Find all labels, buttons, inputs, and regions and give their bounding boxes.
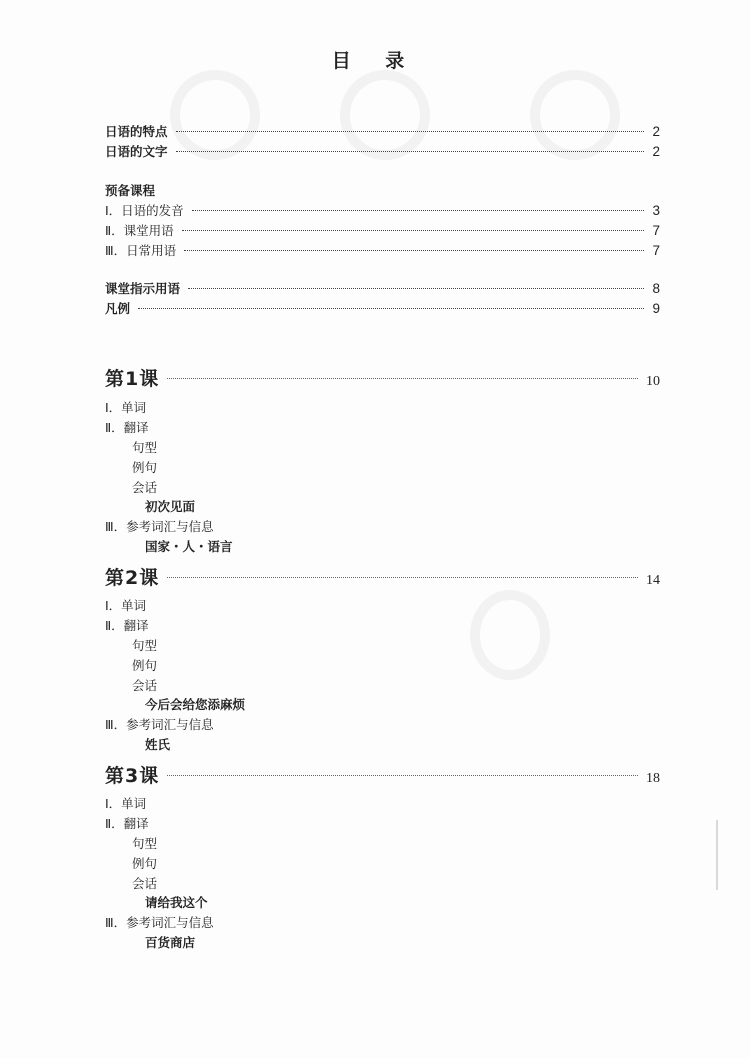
lesson-subitem[interactable]: 句型 bbox=[132, 836, 158, 851]
toc-entry-label: 凡例 bbox=[105, 301, 131, 316]
leader-dots bbox=[167, 378, 638, 379]
toc-entry[interactable] bbox=[105, 222, 660, 240]
lesson-title: 第3课 bbox=[105, 765, 160, 787]
lesson-3-entry[interactable] bbox=[105, 767, 660, 788]
lesson-subitem[interactable]: 例句 bbox=[132, 856, 158, 871]
conversation-title[interactable]: 请给我这个 bbox=[145, 895, 208, 910]
toc-entry-page: 7 bbox=[652, 243, 660, 258]
lesson-item[interactable]: Ⅰ．单词 bbox=[105, 796, 147, 811]
toc-entry-label: 日语的特点 bbox=[105, 124, 168, 139]
toc-entry-label: 课堂指示用语 bbox=[105, 281, 181, 296]
toc-entry-page: 3 bbox=[652, 203, 660, 218]
lesson-item[interactable]: Ⅱ．翻译 bbox=[105, 420, 149, 435]
lesson-item[interactable]: Ⅰ．单词 bbox=[105, 598, 147, 613]
page-edge-shadow bbox=[716, 820, 718, 890]
leader-dots bbox=[167, 775, 638, 776]
lesson-item[interactable]: Ⅲ．参考词汇与信息 bbox=[105, 717, 214, 732]
lesson-subitem[interactable]: 会话 bbox=[132, 678, 158, 693]
leader-dots bbox=[188, 288, 644, 289]
lesson-title: 第1课 bbox=[105, 368, 160, 390]
lesson-subitem[interactable]: 句型 bbox=[132, 638, 158, 653]
lesson-page: 18 bbox=[646, 771, 660, 786]
watermark-face bbox=[470, 590, 550, 680]
toc-entry-page: 2 bbox=[652, 124, 660, 139]
toc-entry-label: Ⅰ．日语的发音 bbox=[105, 203, 184, 218]
toc-entry[interactable] bbox=[105, 202, 660, 220]
lesson-subitem[interactable]: 会话 bbox=[132, 480, 158, 495]
leader-dots bbox=[192, 210, 645, 211]
leader-dots bbox=[138, 308, 644, 309]
conversation-title[interactable]: 今后会给您添麻烦 bbox=[145, 697, 246, 712]
lesson-item[interactable]: Ⅰ．单词 bbox=[105, 400, 147, 415]
lesson-subitem[interactable]: 句型 bbox=[132, 440, 158, 455]
leader-dots bbox=[176, 131, 645, 132]
toc-entry-label: 日语的文字 bbox=[105, 144, 168, 159]
lesson-title: 第2课 bbox=[105, 567, 160, 589]
toc-entry[interactable] bbox=[105, 143, 660, 161]
lesson-item[interactable]: Ⅱ．翻译 bbox=[105, 816, 149, 831]
leader-dots bbox=[167, 577, 638, 578]
lesson-page: 10 bbox=[646, 374, 660, 389]
toc-entry-page: 9 bbox=[652, 301, 660, 316]
lesson-subitem[interactable]: 例句 bbox=[132, 460, 158, 475]
toc-entry[interactable] bbox=[105, 280, 660, 298]
reference-topic[interactable]: 国家・人・语言 bbox=[145, 539, 233, 554]
lesson-subitem[interactable]: 会话 bbox=[132, 876, 158, 891]
conversation-title[interactable]: 初次见面 bbox=[145, 499, 196, 514]
lesson-subitem[interactable]: 例句 bbox=[132, 658, 158, 673]
lesson-1-entry[interactable] bbox=[105, 370, 660, 391]
leader-dots bbox=[182, 230, 645, 231]
toc-entry[interactable] bbox=[105, 300, 660, 318]
reference-topic[interactable]: 百货商店 bbox=[145, 935, 196, 950]
toc-entry-label: Ⅲ．日常用语 bbox=[105, 243, 177, 258]
toc-entry-page: 8 bbox=[652, 281, 660, 296]
toc-entry[interactable] bbox=[105, 123, 660, 141]
reference-topic[interactable]: 姓氏 bbox=[145, 737, 171, 752]
page-title: 目 录 bbox=[331, 50, 419, 72]
lesson-item[interactable]: Ⅲ．参考词汇与信息 bbox=[105, 915, 214, 930]
section-heading-prep: 预备课程 bbox=[105, 183, 156, 198]
lesson-page: 14 bbox=[646, 573, 660, 588]
toc-entry-page: 7 bbox=[652, 223, 660, 238]
lesson-item[interactable]: Ⅱ．翻译 bbox=[105, 618, 149, 633]
toc-entry[interactable] bbox=[105, 242, 660, 260]
leader-dots bbox=[176, 151, 645, 152]
leader-dots bbox=[184, 250, 644, 251]
lesson-item[interactable]: Ⅲ．参考词汇与信息 bbox=[105, 519, 214, 534]
lesson-2-entry[interactable] bbox=[105, 569, 660, 590]
toc-entry-page: 2 bbox=[652, 144, 660, 159]
toc-entry-label: Ⅱ．课堂用语 bbox=[105, 223, 174, 238]
